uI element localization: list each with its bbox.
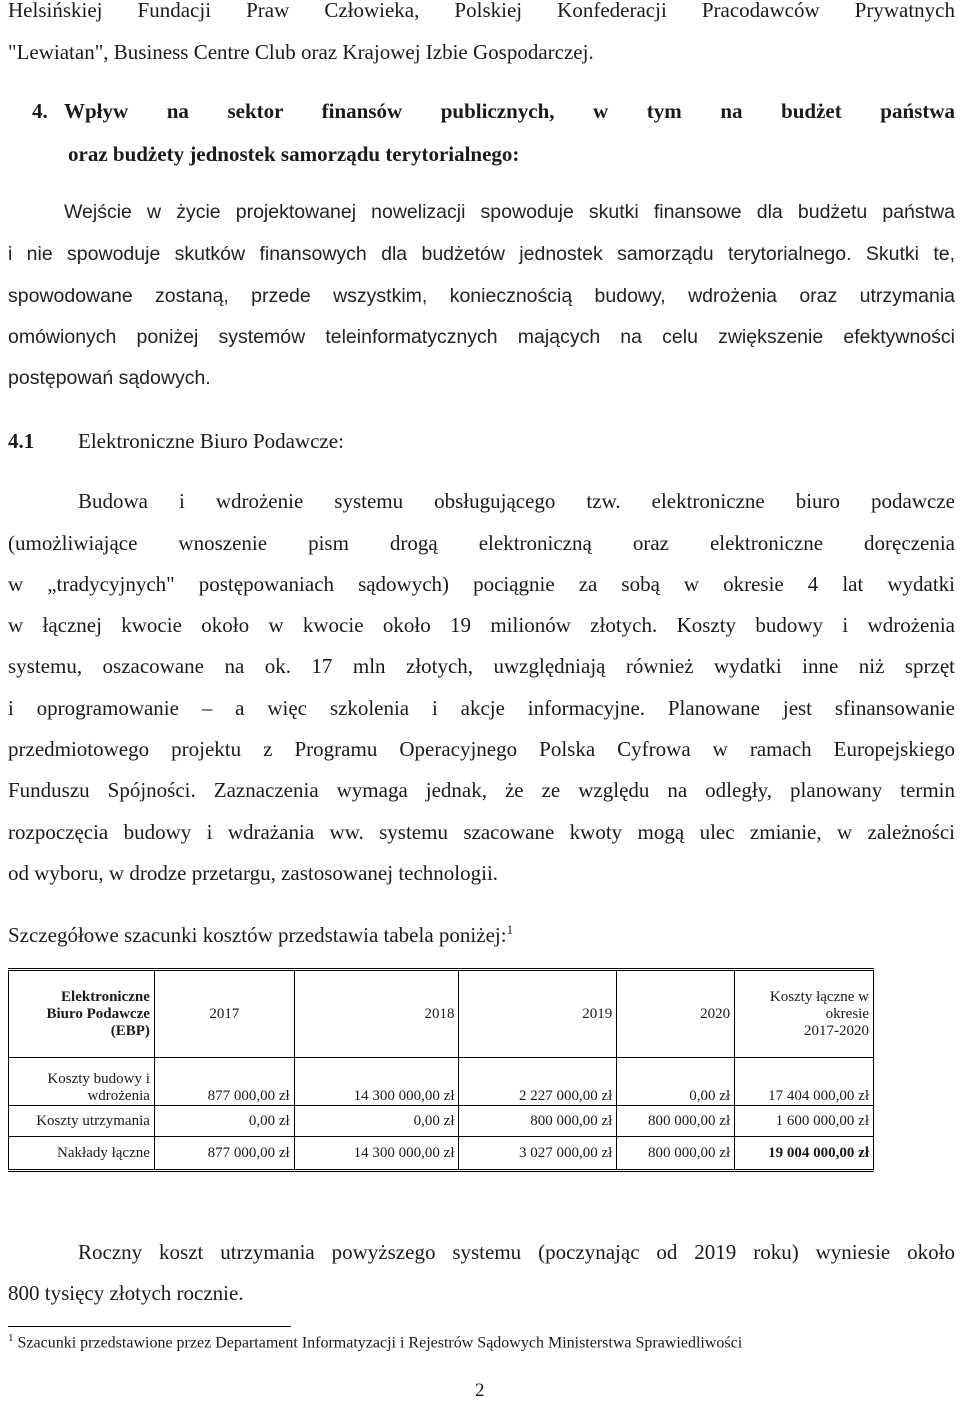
table-cell: 1 600 000,00 zł xyxy=(735,1106,874,1137)
cost-table xyxy=(8,968,874,1172)
paragraph-line: (umożliwiające wnoszenie pism drogą elektroniczną oraz elektroniczne doręczenia xyxy=(8,531,955,555)
table-row xyxy=(9,1106,874,1137)
paragraph-line: i nie spowoduje skutków finansowych dla budżetów jednostek samorządu terytorialnego. Skutki te, xyxy=(8,243,955,265)
table-cell: 800 000,00 zł xyxy=(617,1106,735,1137)
intro-line: Helsińskiej Fundacji Praw Człowieka, Polskiej Konfederacji Pracodawców Prywatnych xyxy=(8,0,955,22)
table-cell: 877 000,00 zł xyxy=(154,1058,294,1106)
table-header-label: Elektroniczne Biuro Podawcze (EBP) xyxy=(9,970,155,1058)
table-cell: 14 300 000,00 zł xyxy=(294,1058,459,1106)
table-cell: 2 227 000,00 zł xyxy=(459,1058,617,1106)
paragraph-line: systemu, oszacowane na ok. 17 mln złotych, uwzględniają również wydatki inne niż sprzęt xyxy=(8,654,955,678)
footnote-text: Szacunki przedstawione przez Departament Informatyzacji i Rejestrów Sądowych Ministerstwa Sprawiedliwości xyxy=(17,1334,743,1352)
table-cell: 0,00 zł xyxy=(617,1058,735,1106)
table-cell: 877 000,00 zł xyxy=(154,1137,294,1171)
footnote-separator xyxy=(8,1326,291,1327)
row-label: Koszty utrzymania xyxy=(9,1106,155,1137)
paragraph-line: spowodowane zostaną, przede wszystkim, koniecznością budowy, wdrożenia oraz utrzymania xyxy=(8,285,955,307)
table-header-row xyxy=(9,970,874,1058)
paragraph-line: omówionych poniżej systemów teleinformatycznych mających na celu zwiększenie efektywności xyxy=(8,326,955,348)
paragraph-line: Roczny koszt utrzymania powyższego systemu (poczynając od 2019 roku) wyniesie około xyxy=(78,1240,955,1264)
paragraph-line: w „tradycyjnych" postępowaniach sądowych) pociągnie za sobą w okresie 4 lat wydatki xyxy=(8,572,955,596)
footnote-mark: 1 xyxy=(8,1332,14,1344)
table-header-total: Koszty łączne w okresie 2017-2020 xyxy=(735,970,874,1058)
subsection-number: 4.1 xyxy=(8,429,35,453)
table-cell: 0,00 zł xyxy=(154,1106,294,1137)
table-cell: 14 300 000,00 zł xyxy=(294,1137,459,1171)
paragraph-line: od wyboru, w drodze przetargu, zastosowanej technologii. xyxy=(8,861,499,885)
paragraph-line: rozpoczęcia budowy i wdrażania ww. systemu szacowane kwoty mogą ulec zmianie, w zależności xyxy=(8,820,955,844)
section-number: 4. xyxy=(32,99,48,123)
page-number: 2 xyxy=(475,1380,485,1401)
table-cell: 0,00 zł xyxy=(294,1106,459,1137)
paragraph-line: i oprogramowanie – a więc szkolenia i akcje informacyjne. Planowane jest sfinansowanie xyxy=(8,696,955,720)
section-title: oraz budżety jednostek samorządu terytorialnego: xyxy=(68,142,520,166)
row-label: Nakłady łączne xyxy=(9,1137,155,1171)
table-intro-text: Szczegółowe szacunki kosztów przedstawia tabela poniżej: xyxy=(8,923,507,947)
table-cell: 17 404 000,00 zł xyxy=(735,1058,874,1106)
paragraph-line: przedmiotowego projektu z Programu Operacyjnego Polska Cyfrowa w ramach Europejskiego xyxy=(8,737,955,761)
subsection-title: Elektroniczne Biuro Podawcze: xyxy=(78,429,344,453)
table-header-year: 2020 xyxy=(617,970,735,1058)
paragraph-line: postępowań sądowych. xyxy=(8,367,211,389)
section-title: Wpływ na sektor finansów publicznych, w tym na budżet państwa xyxy=(64,99,955,123)
intro-line: "Lewiatan", Business Centre Club oraz Krajowej Izbie Gospodarczej. xyxy=(8,40,594,64)
table-cell-grand-total: 19 004 000,00 zł xyxy=(735,1137,874,1171)
paragraph-line: 800 tysięcy złotych rocznie. xyxy=(8,1281,244,1305)
paragraph-line: Wejście w życie projektowanej nowelizacji spowoduje skutki finansowe dla budżetu państwa xyxy=(64,201,955,223)
table-row xyxy=(9,1058,874,1106)
table-header-year: 2019 xyxy=(459,970,617,1058)
table-cell: 800 000,00 zł xyxy=(617,1137,735,1171)
footnote-reference: 1 xyxy=(506,922,514,937)
paragraph-line: Funduszu Spójności. Zaznaczenia wymaga jednak, że ze względu na odległy, planowany termin xyxy=(8,778,955,802)
row-label: Koszty budowy i wdrożenia xyxy=(9,1058,155,1106)
table-cell: 3 027 000,00 zł xyxy=(459,1137,617,1171)
table-row xyxy=(9,1137,874,1171)
paragraph-line: w łącznej kwocie około w kwocie około 19 milionów złotych. Koszty budowy i wdrożenia xyxy=(8,613,955,637)
table-cell: 800 000,00 zł xyxy=(459,1106,617,1137)
table-intro xyxy=(8,922,513,948)
footnote xyxy=(8,1332,742,1352)
paragraph-line: Budowa i wdrożenie systemu obsługującego tzw. elektroniczne biuro podawcze xyxy=(78,489,955,513)
table-header-year: 2017 xyxy=(154,970,294,1058)
table-header-year: 2018 xyxy=(294,970,459,1058)
